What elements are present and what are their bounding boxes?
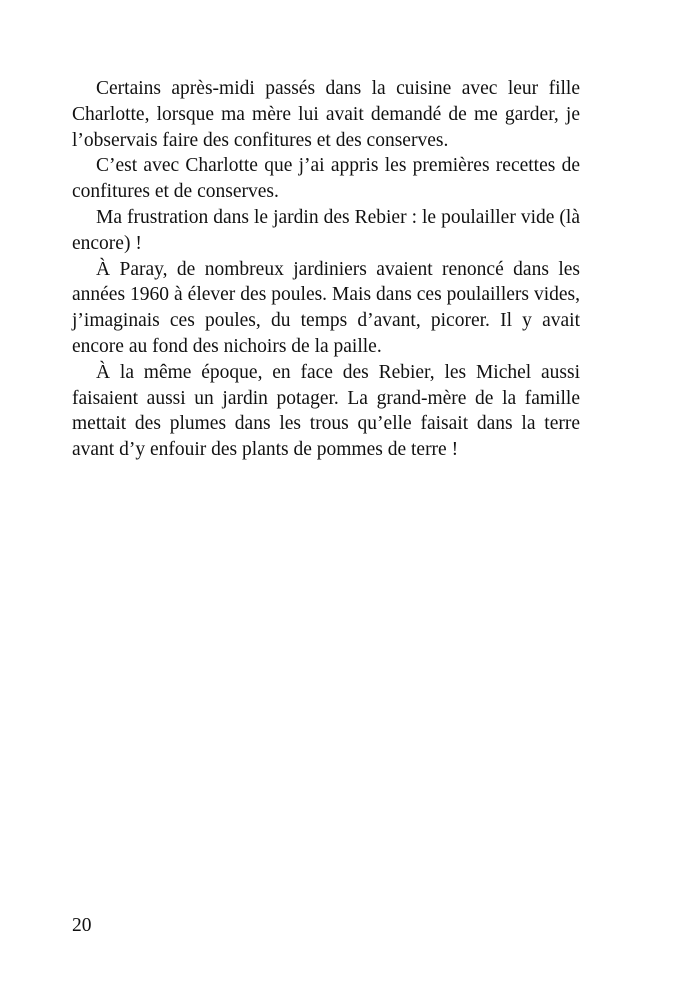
paragraph-3: Ma frustration dans le jardin des Rebier : le poulailler vide (là encore) !: [72, 206, 580, 254]
paragraph-5: À la même époque, en face des Rebier, les Michel aussi faisaient aussi un jardin potager. La grand-mère de la famille mettait des plumes dans les trous qu’elle faisait dans la terre avant d’y enfouir des plants de pommes de terre !: [72, 361, 580, 461]
page-number: 20: [72, 915, 92, 936]
paragraph-4: À Paray, de nombreux jardiniers avaient renoncé dans les années 1960 à élever des poules. Mais dans ces poulaillers vides, j’imaginais ces poules, du temps d’avant, picorer. Il y avait encore au fond des nichoirs de la paille.: [72, 258, 580, 357]
paragraph-1: Certains après-midi passés dans la cuisine avec leur fille Charlotte, lorsque ma mère lui avait demandé de me garder, je l’observais faire des confitures et des conserves.: [72, 78, 580, 151]
paragraph-2: C’est avec Charlotte que j’ai appris les premières recettes de confitures et de conserves.: [72, 155, 580, 203]
body-text: [72, 76, 580, 463]
